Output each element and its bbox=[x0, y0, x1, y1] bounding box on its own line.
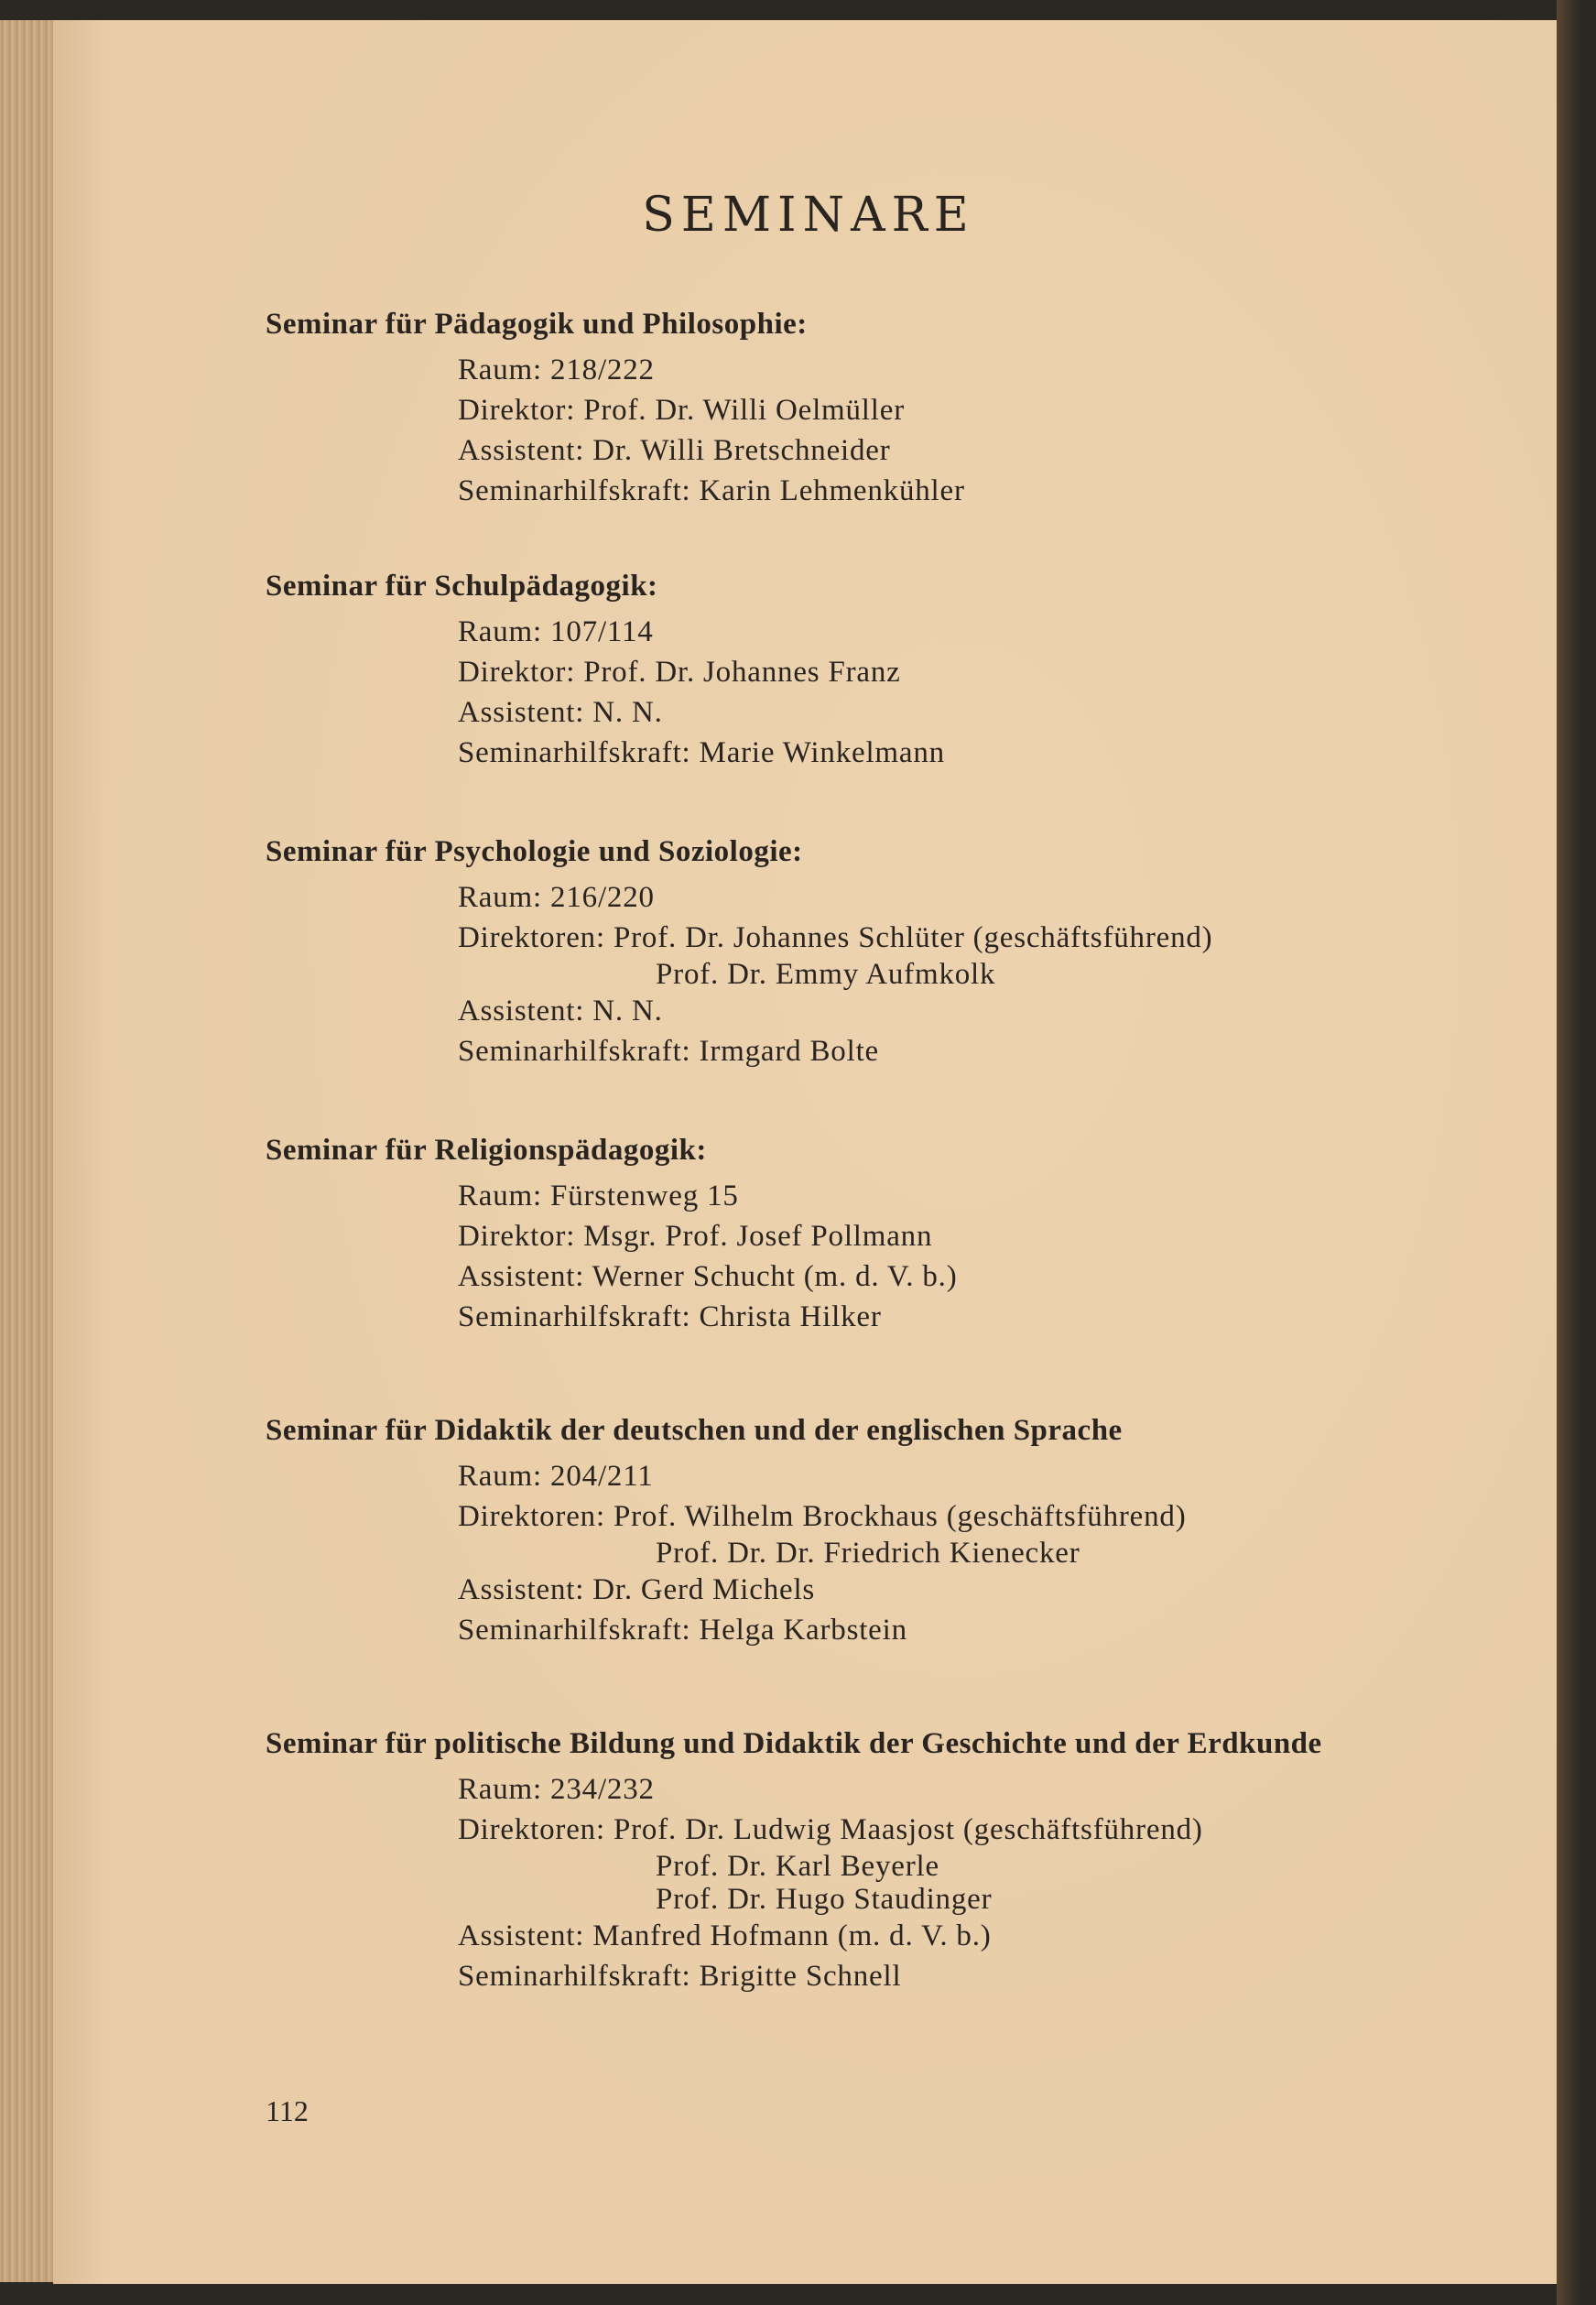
section-didaktik-sprache bbox=[266, 1410, 1493, 1650]
direktoren-line bbox=[458, 918, 1493, 958]
direktoren-label: Direktoren: bbox=[458, 1813, 605, 1846]
assistent-line: Assistent: Werner Schucht (m. d. V. b.) bbox=[458, 1260, 958, 1293]
section-heading: Seminar für Pädagogik und Philosophie: bbox=[266, 308, 808, 341]
assistent-line: Assistent: N. N. bbox=[458, 696, 663, 729]
direktor-name-line: Prof. Dr. Emmy Aufmkolk bbox=[656, 958, 996, 991]
raum-line: Raum: 204/211 bbox=[458, 1460, 654, 1493]
hilfskraft-line: Seminarhilfskraft: Christa Hilker bbox=[458, 1300, 882, 1333]
section-heading: Seminar für Schulpädagogik: bbox=[266, 570, 658, 603]
page-content bbox=[53, 20, 1564, 2284]
direktoren-label: Direktoren: bbox=[458, 1500, 605, 1533]
section-psychologie-soziologie bbox=[266, 832, 1493, 1071]
direktoren-label: Direktoren: bbox=[458, 921, 605, 954]
section-heading: Seminar für Psychologie und Soziologie: bbox=[266, 835, 803, 868]
raum-line: Raum: 216/220 bbox=[458, 881, 655, 914]
assistent-line: Assistent: Manfred Hofmann (m. d. V. b.) bbox=[458, 1919, 992, 1952]
raum-line: Raum: 218/222 bbox=[458, 353, 655, 386]
direktor-name-line: Prof. Dr. Hugo Staudinger bbox=[656, 1883, 993, 1916]
assistent-line: Assistent: Dr. Gerd Michels bbox=[458, 1573, 816, 1606]
assistent-line: Assistent: Dr. Willi Bretschneider bbox=[458, 434, 891, 467]
section-politische-bildung bbox=[266, 1723, 1493, 1996]
section-heading: Seminar für Didaktik der deutschen und der englischen Sprache bbox=[266, 1414, 1123, 1447]
page-number: 112 bbox=[266, 2094, 309, 2127]
direktor-line: Direktor: Msgr. Prof. Josef Pollmann bbox=[458, 1220, 933, 1253]
direktoren-line bbox=[458, 1810, 1493, 1850]
hilfskraft-line: Seminarhilfskraft: Karin Lehmenkühler bbox=[458, 474, 965, 507]
section-schulpaedagogik bbox=[266, 566, 1493, 773]
raum-line: Raum: Fürstenweg 15 bbox=[458, 1180, 739, 1212]
hilfskraft-line: Seminarhilfskraft: Brigitte Schnell bbox=[458, 1960, 902, 1993]
direktor-name-line: Prof. Dr. Dr. Friedrich Kienecker bbox=[656, 1537, 1080, 1570]
hilfskraft-line: Seminarhilfskraft: Marie Winkelmann bbox=[458, 736, 945, 769]
section-heading: Seminar für Religionspädagogik: bbox=[266, 1134, 707, 1167]
direktor-name: Prof. Dr. Ludwig Maasjost (geschäftsführend) bbox=[613, 1813, 1203, 1846]
raum-line: Raum: 234/232 bbox=[458, 1773, 655, 1806]
direktor-name: Prof. Wilhelm Brockhaus (geschäftsführend) bbox=[613, 1500, 1187, 1533]
hilfskraft-line: Seminarhilfskraft: Irmgard Bolte bbox=[458, 1035, 879, 1068]
direktor-line: Direktor: Prof. Dr. Johannes Franz bbox=[458, 656, 901, 689]
section-religionspaedagogik bbox=[266, 1130, 1493, 1337]
section-paedagogik-philosophie bbox=[266, 304, 1493, 511]
hilfskraft-line: Seminarhilfskraft: Helga Karbstein bbox=[458, 1614, 907, 1647]
section-heading: Seminar für politische Bildung und Didaktik der Geschichte und der Erdkunde bbox=[266, 1727, 1322, 1760]
assistent-line: Assistent: N. N. bbox=[458, 995, 663, 1027]
direktor-line: Direktor: Prof. Dr. Willi Oelmüller bbox=[458, 394, 905, 427]
direktor-name: Prof. Dr. Johannes Schlüter (geschäftsführend) bbox=[613, 921, 1213, 954]
raum-line: Raum: 107/114 bbox=[458, 615, 654, 648]
page-title: SEMINARE bbox=[642, 188, 975, 243]
direktor-name-line: Prof. Dr. Karl Beyerle bbox=[656, 1850, 939, 1883]
direktoren-line bbox=[458, 1496, 1493, 1537]
